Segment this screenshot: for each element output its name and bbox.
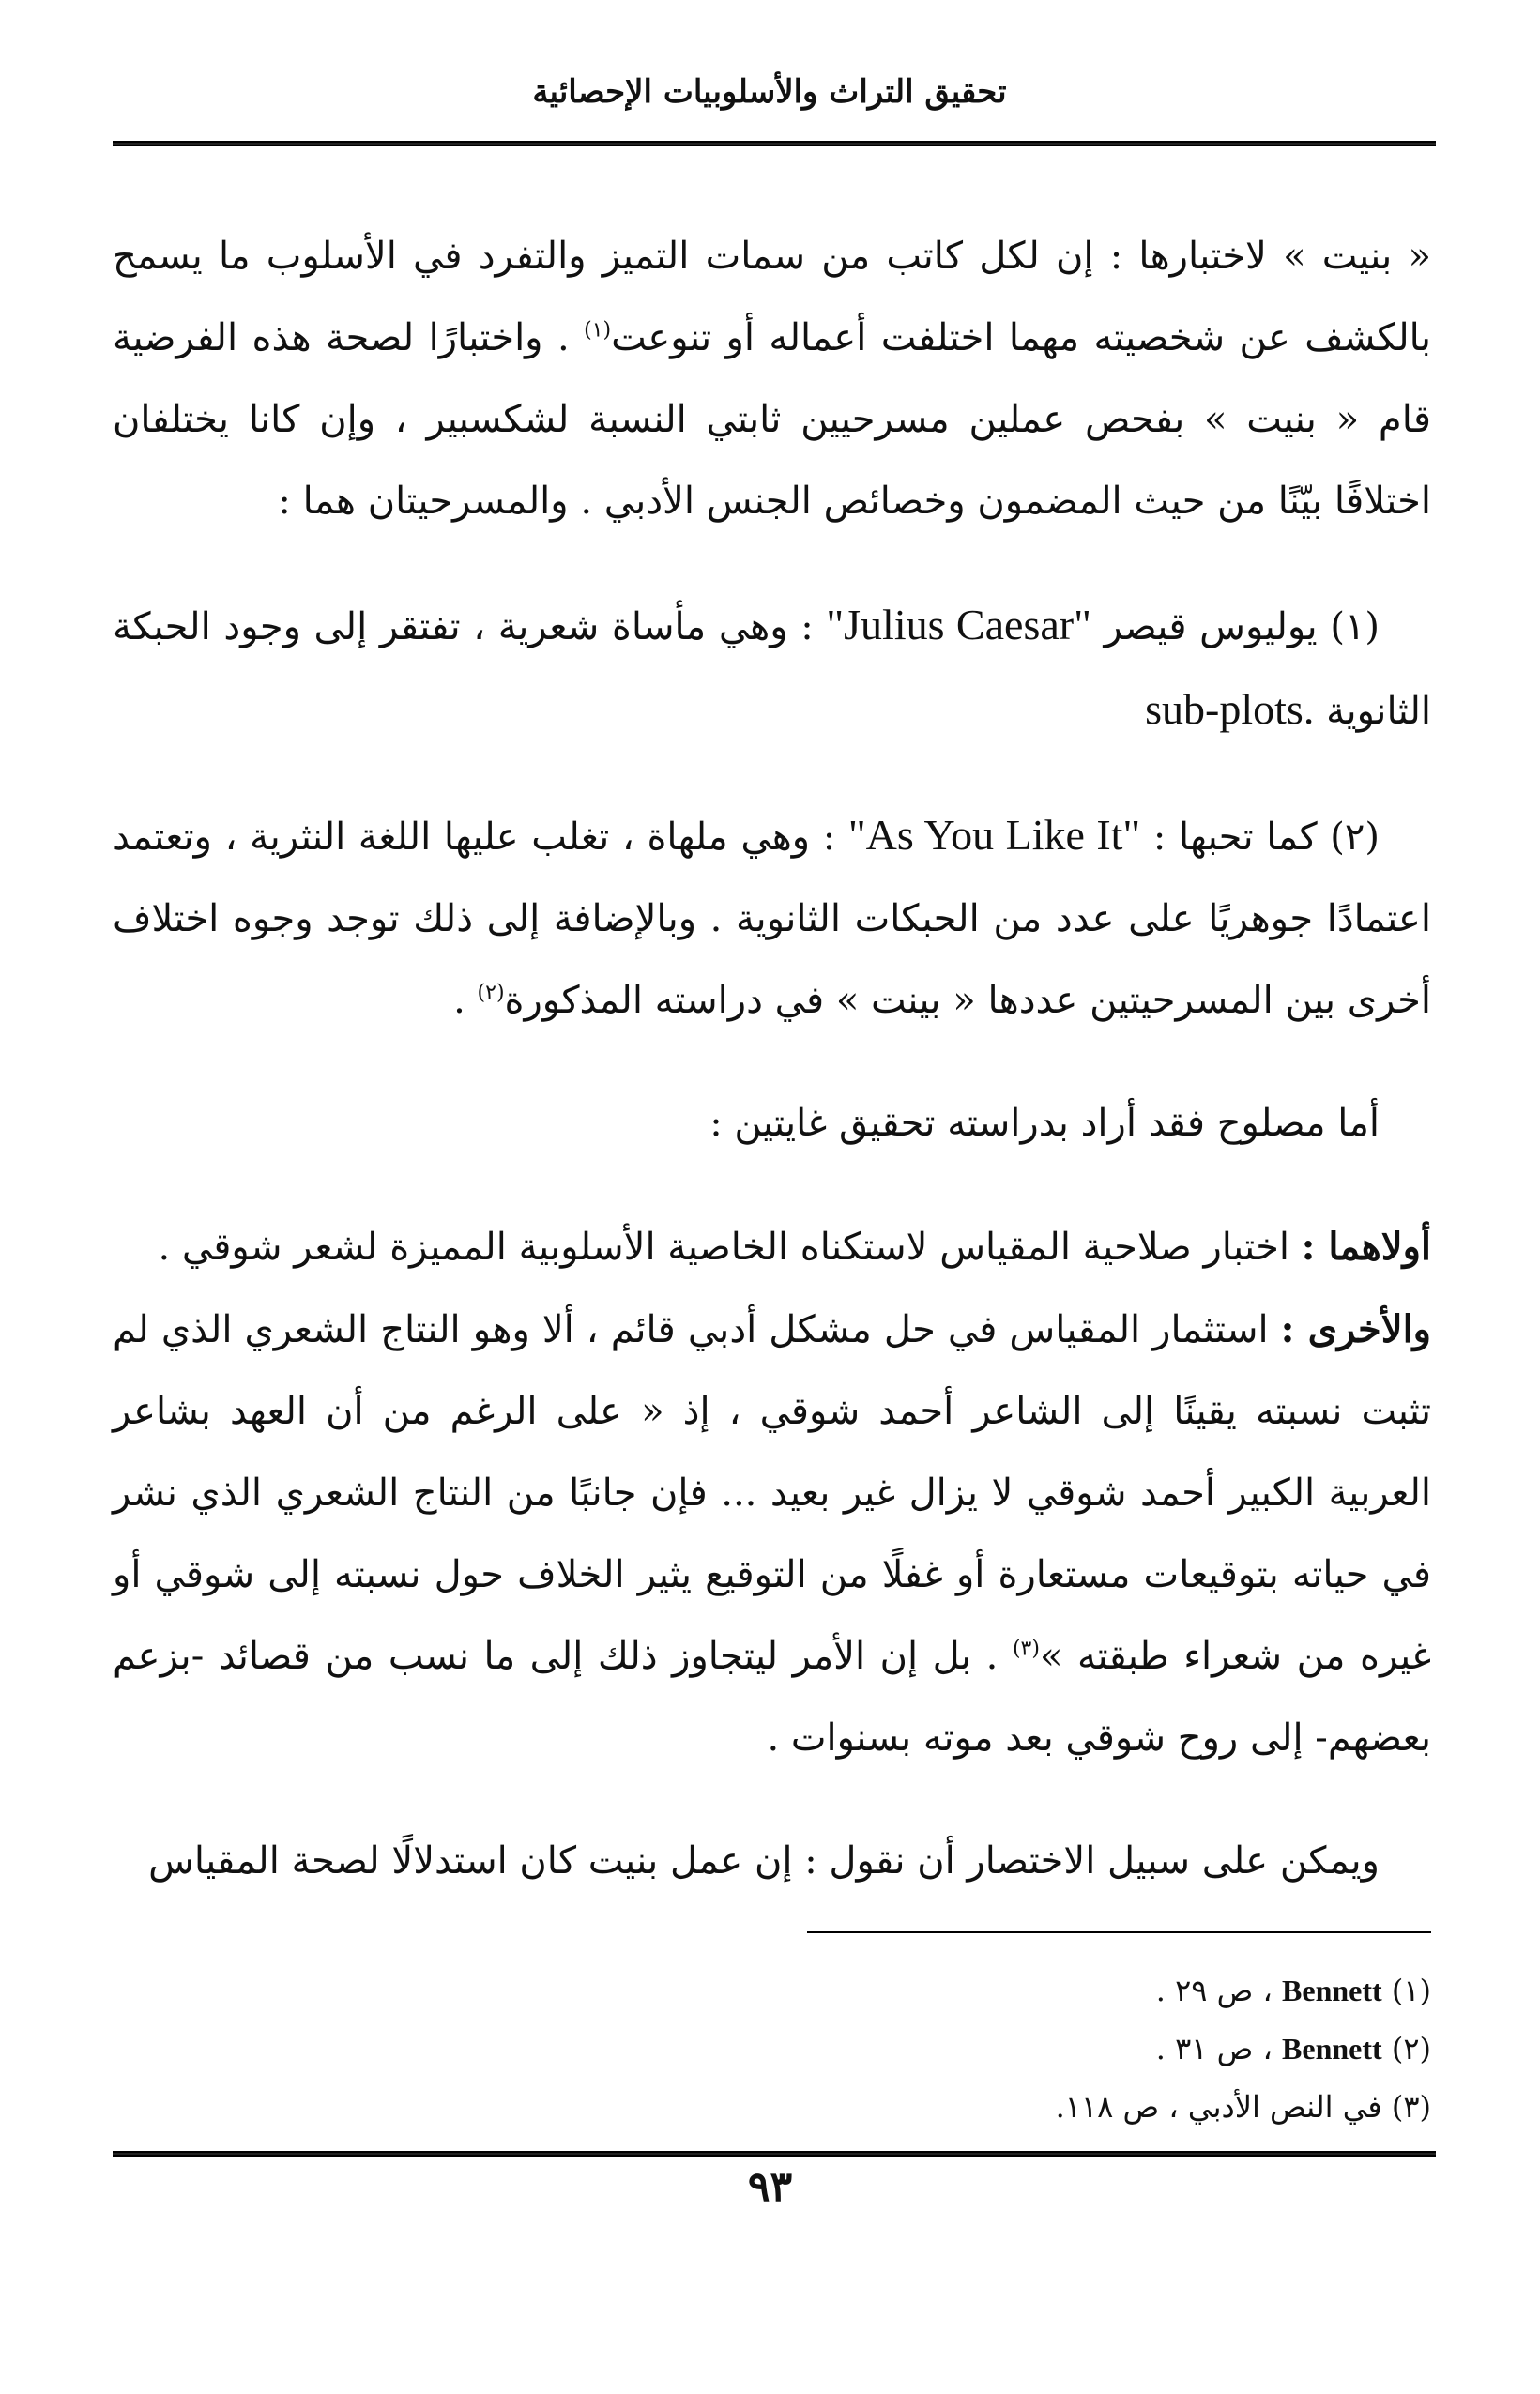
paragraph-6 <box>113 1288 1431 1779</box>
footnote-2-number: (٢) <box>1391 2031 1431 2066</box>
paragraph-2 <box>113 584 1431 753</box>
paragraph-5-text: اختبار صلاحية المقياس لاستكناه الخاصية الأسلوبية المميزة لشعر شوقي . <box>158 1226 1289 1269</box>
footnote-ref-2[interactable]: (٢) <box>477 981 505 1005</box>
paragraph-1-text-b: . واختبارًا لصحة هذه الفرضية قام « بنيت » بفحص عملين مسرحيين ثابتي النسبة لشكسبير ، وإن كانا يختلفان اختلافًا بيّنًا من حيث المضمون وخصائص الجنس الأدبي . والمسرحيتان هما : <box>113 316 1432 523</box>
page-number: ٩٣ <box>747 2163 793 2211</box>
footnote-3-text: في النص الأدبي ، ص ١١٨. <box>1055 2089 1382 2125</box>
header-rule <box>113 141 1436 146</box>
paragraph-2-text-a: (١) يوليوس قيصر <box>1104 605 1380 648</box>
footnote-3 <box>113 2078 1431 2136</box>
footnote-1-number: (١) <box>1391 1973 1431 2008</box>
paragraph-3-text-c: . <box>453 979 465 1022</box>
paragraph-6-text-a: استثمار المقياس في حل مشكل أدبي قائم ، ألا وهو النتاج الشعري الذي لم تثبت نسبته يقينًا إلى الشاعر أحمد شوقي ، إذ « على الرغم من أن العهد بشاعر العربية الكبير أحمد شوقي لا يزال غير بعيد ... فإن جانبًا من النتاج الشعري الذي نشر في حياته بتوقيعات مستعارة أو غفلًا من التوقيع يثير الخلاف حول نسبته إلى شوقي أو غيره من شعراء طبقته » <box>113 1308 1432 1678</box>
paragraph-7: ويمكن على سبيل الاختصار أن نقول : إن عمل بنيت كان استدلالًا لصحة المقياس <box>148 1839 1380 1883</box>
running-header-title: تحقيق التراث والأسلوبيات الإحصائية <box>532 73 1007 111</box>
paragraph-3 <box>113 794 1431 1042</box>
paragraph-2-text-b: : وهي مأساة شعرية ، تفتقر إلى وجود الحبكة الثانوية <box>113 605 1431 733</box>
footnote-2-author: Bennett <box>1282 2032 1382 2066</box>
paragraph-5-label: أولاهما : <box>1301 1225 1431 1269</box>
footnote-1-text: ، ص ٢٩ . <box>1155 1973 1273 2008</box>
footnote-separator <box>807 1931 1431 1933</box>
as-you-like-it-title: "As You Like It" <box>847 811 1141 859</box>
paragraph-3-text-a: (٢) كما تحبها : <box>1152 816 1380 859</box>
paragraph-6-text-b: . بل إن الأمر ليتجاوز ذلك إلى ما نسب من قصائد -بزعم بعضهم- إلى روح شوقي بعد موته بسنوات . <box>113 1635 1431 1760</box>
paragraph-3-text-b: : وهي ملهاة ، تغلب عليها اللغة النثرية ، وتعتمد اعتمادًا جوهريًا على عدد من الحبكات الثانوية . وبالإضافة إلى ذلك توجد وجوه اختلاف أخرى بين المسرحيتين عددها « بينت » في دراسته المذكورة <box>113 816 1431 1022</box>
footnote-3-number: (٣) <box>1391 2089 1431 2125</box>
footnotes <box>113 1961 1431 2136</box>
paragraph-6-label: والأخرى : <box>1280 1307 1431 1351</box>
footnote-ref-3[interactable]: (٣) <box>1012 1637 1040 1661</box>
julius-caesar-title: "Julius Caesar" <box>826 601 1091 648</box>
paragraph-1-text-a: « بنيت » لاختبارها : إن لكل كاتب من سمات التميز والتفرد في الأسلوب ما يسمح بالكشف عن شخصيته مهما اختلفت أعماله أو تنوعت <box>113 235 1431 359</box>
paragraph-5 <box>113 1206 1431 1288</box>
paragraph-1 <box>113 216 1431 542</box>
paragraph-4: أما مصلوح فقد أراد بدراسته تحقيق غايتين : <box>709 1102 1380 1145</box>
footnote-1-author: Bennett <box>1282 1974 1382 2007</box>
main-text <box>113 216 1431 1902</box>
sub-plots-term: sub-plots. <box>1145 685 1315 733</box>
footnote-2 <box>113 2020 1431 2078</box>
footnote-1 <box>113 1961 1431 2020</box>
footer-rule <box>113 2151 1436 2157</box>
footnote-2-text: ، ص ٣١ . <box>1155 2031 1273 2066</box>
footnote-ref-1[interactable]: (١) <box>584 318 612 343</box>
